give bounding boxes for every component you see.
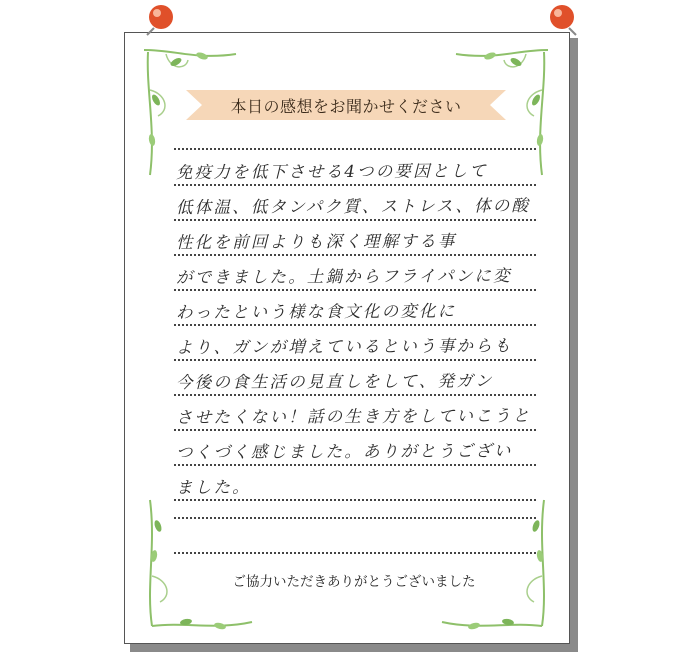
thanks-message: ご協力いただきありがとうございました [232,574,476,590]
writing-line [174,552,536,554]
handwritten-line: 免疫力を低下させる4つの要因として [175,161,488,182]
writing-line [174,517,536,519]
handwritten-line: より、ガンが増えているという事からも [175,336,513,357]
handwritten-line: ができました。土鍋からフライパンに変 [175,266,512,287]
writing-line [174,184,536,186]
writing-line [174,148,536,150]
writing-line [174,359,536,361]
title-banner [186,86,506,124]
writing-line [174,324,536,326]
writing-line [174,394,536,396]
handwritten-line: 今後の食生活の見直しをして、発ガン [175,371,494,392]
writing-line [174,289,536,291]
push-pin-icon [545,2,579,36]
handwritten-line: ました。 [175,477,251,497]
handwritten-line: させたくない！話の生き方をしていこうと [175,406,532,427]
writing-line [174,254,536,256]
card-title: 本日の感想をお聞かせください [230,96,462,116]
writing-line [174,429,536,431]
writing-line [174,499,536,501]
handwritten-line: 低体温、低タンパク質、ストレス、体の酸 [175,196,531,217]
handwritten-line: 性化を前回よりも深く理解する事 [175,231,457,252]
handwritten-line: つくづく感じました。ありがとうござい [175,441,513,462]
writing-line [174,219,536,221]
push-pin-icon [144,2,178,36]
handwritten-line: わったという様な食文化の変化に [175,301,457,322]
writing-line [174,464,536,466]
